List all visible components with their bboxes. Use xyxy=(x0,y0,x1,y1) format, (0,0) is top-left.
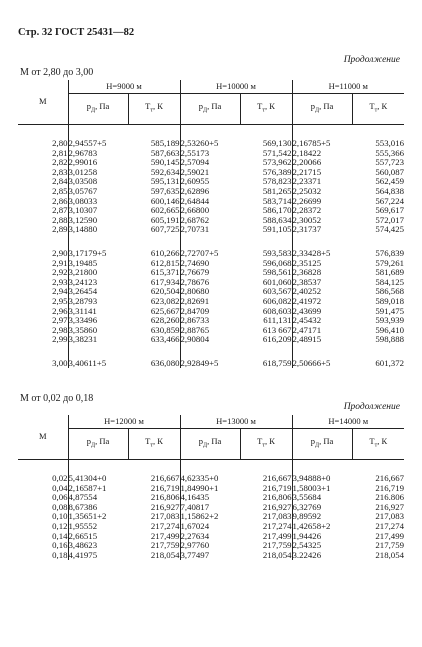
temperature-cell: 573,962 xyxy=(240,158,292,168)
pressure-cell: 2,54325 xyxy=(292,540,322,551)
pressure-cell: 4,41975 xyxy=(68,549,98,560)
temperature-cell: 567,224 xyxy=(375,195,404,206)
page-header: Стр. 32 ГОСТ 25431—82 xyxy=(18,27,135,38)
column-header-temperature: $Т_т$, К xyxy=(128,429,180,460)
pressure-cell: 2,33428+5 xyxy=(292,247,331,258)
pressure-cell: 3,17179+5 xyxy=(68,247,107,258)
pressure-cell: 2,99016 xyxy=(68,157,98,168)
temperature-cell: 612,815 xyxy=(128,259,180,269)
column-header-temperature: $Т_т$, К xyxy=(240,429,292,460)
pressure-cell: 2,16587+1 xyxy=(68,482,107,493)
temperature-cell: 596,068 xyxy=(240,259,292,269)
pressure-cell: 2,80680 xyxy=(180,286,210,297)
column-header-pressure: $р_Д$, Па xyxy=(180,429,240,460)
pressure-cell: 2,47171 xyxy=(292,324,322,335)
pressure-cell: 3,40611+5 xyxy=(68,357,107,368)
pressure-cell: 2,64844 xyxy=(180,195,210,206)
temperature-cell: 601,060 xyxy=(240,278,292,288)
pressure-cell: 3,19485 xyxy=(68,257,98,268)
pressure-cell: 2,55173 xyxy=(180,147,210,158)
column-header-pressure: $р_Д$, Па xyxy=(292,429,352,460)
mach-cell: 0,12 xyxy=(18,522,68,532)
temperature-cell: 598,561 xyxy=(240,268,292,278)
temperature-cell: 217,499 xyxy=(128,532,180,542)
pressure-cell: 2,90804 xyxy=(180,334,210,345)
temperature-cell: 216,806 xyxy=(240,493,292,503)
temperature-cell: 591,475 xyxy=(375,305,404,316)
pressure-cell: 3,08033 xyxy=(68,195,98,206)
temperature-cell: 217,499 xyxy=(240,532,292,542)
pressure-cell: 3,05767 xyxy=(68,185,98,196)
pressure-cell: 2,18422 xyxy=(292,147,322,158)
mach-cell: 2,80 xyxy=(18,139,68,149)
temperature-cell: 607,725 xyxy=(128,225,180,235)
temperature-cell: 216,667 xyxy=(128,474,180,484)
pressure-cell: 4,62335+0 xyxy=(180,473,219,483)
mach-cell: 0,08 xyxy=(18,503,68,513)
temperature-cell: 581,265 xyxy=(240,187,292,197)
mach-cell: 2,87 xyxy=(18,206,68,216)
pressure-cell: 3,48623 xyxy=(68,540,98,551)
pressure-cell: 1,84990+1 xyxy=(180,482,219,493)
continuation-label-1: Продолжение xyxy=(343,55,400,65)
pressure-cell: 2,45432 xyxy=(292,315,322,326)
temperature-cell: 602,665 xyxy=(128,206,180,216)
temperature-cell: 578,823 xyxy=(240,177,292,187)
pressure-cell: 3,01258 xyxy=(68,166,98,177)
table-row xyxy=(18,335,404,345)
altitude-header: H=10000 м xyxy=(180,80,292,94)
temperature-cell: 217,274 xyxy=(240,522,292,532)
mach-cell: 2,94 xyxy=(18,287,68,297)
temperature-cell: 585,189 xyxy=(128,139,180,149)
pressure-cell: 2,97760 xyxy=(180,540,210,551)
temperature-cell: 571,542 xyxy=(240,149,292,159)
pressure-cell: 3,55684 xyxy=(292,492,322,503)
pressure-cell: 2,50666+5 xyxy=(292,357,331,368)
temperature-cell: 217,759 xyxy=(128,541,180,551)
temperature-cell: 218,054 xyxy=(375,549,404,560)
temperature-cell: 572,017 xyxy=(375,214,404,225)
pressure-cell: 2,68762 xyxy=(180,214,210,225)
pressure-cell: 2,48915 xyxy=(292,334,322,345)
temperature-cell: 605,191 xyxy=(128,216,180,226)
pressure-cell: 2,26699 xyxy=(292,195,322,206)
column-header-temperature: $Т_т$, К xyxy=(240,94,292,125)
mach-cell: 0,18 xyxy=(18,551,68,561)
pressure-cell: 1,15862+2 xyxy=(180,511,219,522)
temperature-cell: 584,125 xyxy=(375,276,404,287)
mach-cell: 2,89 xyxy=(18,225,68,235)
temperature-cell: 616,209 xyxy=(240,335,292,345)
pressure-cell: 9,89592 xyxy=(292,511,322,522)
pressure-cell: 2,76679 xyxy=(180,267,210,278)
temperature-cell: 569,130 xyxy=(240,139,292,149)
temperature-cell: 217,759 xyxy=(240,541,292,551)
temperature-cell: 588,634 xyxy=(240,216,292,226)
pressure-cell: 2,70731 xyxy=(180,224,210,235)
column-header-m: M xyxy=(18,415,68,460)
temperature-cell: 569,617 xyxy=(375,205,404,216)
temperature-cell: 218,054 xyxy=(240,551,292,561)
table-row xyxy=(18,225,404,235)
altitude-header: H=11000 м xyxy=(292,80,404,94)
temperature-cell: 613 667 xyxy=(240,326,292,336)
mach-range-1: M от 2,80 до 3,00 xyxy=(20,67,94,78)
pressure-cell: 1,42658+2 xyxy=(292,520,331,531)
column-header-pressure: $р_Д$, Па xyxy=(68,429,128,460)
table-row xyxy=(18,359,404,369)
mach-cell: 2,98 xyxy=(18,326,68,336)
pressure-cell: 3,26454 xyxy=(68,286,98,297)
pressure-cell: 2,23371 xyxy=(292,176,322,187)
temperature-cell: 216,927 xyxy=(240,503,292,513)
pressure-cell: 4,87554 xyxy=(68,492,98,503)
temperature-cell: 597,635 xyxy=(128,187,180,197)
temperature-cell: 216,719 xyxy=(128,484,180,494)
pressure-cell: 2,66800 xyxy=(180,205,210,216)
temperature-cell: 217,083 xyxy=(240,512,292,522)
pressure-cell: 1,95552 xyxy=(68,520,98,531)
temperature-cell: 555,366 xyxy=(375,147,404,158)
temperature-cell: 601,372 xyxy=(375,357,404,368)
mach-cell: 2,95 xyxy=(18,297,68,307)
pressure-cell: 2,72707+5 xyxy=(180,247,219,258)
mach-cell: 2,83 xyxy=(18,168,68,178)
temperature-cell: 583,714 xyxy=(240,197,292,207)
pressure-cell: 3,12590 xyxy=(68,214,98,225)
pressure-cell: 3,31141 xyxy=(68,305,97,316)
gas-parameters-table-2 xyxy=(18,415,404,560)
temperature-cell: 625,667 xyxy=(128,307,180,317)
temperature-cell: 217,274 xyxy=(375,520,404,531)
pressure-cell: 2,82691 xyxy=(180,295,210,306)
temperature-cell: 216.806 xyxy=(375,492,404,503)
pressure-cell: 2,53260+5 xyxy=(180,138,219,148)
gas-parameters-table-1 xyxy=(18,80,404,368)
column-header-temperature: $Т_т$, К xyxy=(128,94,180,125)
pressure-cell: 2,43699 xyxy=(292,305,322,316)
temperature-cell: 217,083 xyxy=(128,512,180,522)
temperature-cell: 593,583 xyxy=(240,249,292,259)
mach-cell: 2,93 xyxy=(18,278,68,288)
mach-cell: 2,81 xyxy=(18,149,68,159)
temperature-cell: 218,054 xyxy=(128,551,180,561)
mach-cell: 2,99 xyxy=(18,335,68,345)
temperature-cell: 576,839 xyxy=(375,247,404,258)
table-row xyxy=(18,551,404,561)
temperature-cell: 610,266 xyxy=(128,249,180,259)
mach-cell: 0,14 xyxy=(18,532,68,542)
mach-cell: 2,85 xyxy=(18,187,68,197)
pressure-cell: 2,94557+5 xyxy=(68,138,107,148)
temperature-cell: 603,567 xyxy=(240,287,292,297)
temperature-cell: 630,859 xyxy=(128,326,180,336)
temperature-cell: 620,504 xyxy=(128,287,180,297)
column-header-temperature: $Т_т$, К xyxy=(352,94,404,125)
mach-cell: 2,88 xyxy=(18,216,68,226)
pressure-cell: 3,24123 xyxy=(68,276,98,287)
temperature-cell: 557,723 xyxy=(375,157,404,168)
temperature-cell: 595,131 xyxy=(128,177,180,187)
mach-cell: 2,82 xyxy=(18,158,68,168)
pressure-cell: 2,60955 xyxy=(180,176,210,187)
pressure-cell: 3,38231 xyxy=(68,334,98,345)
pressure-cell: 2,74690 xyxy=(180,257,210,268)
mach-cell: 2,84 xyxy=(18,177,68,187)
pressure-cell: 2,28372 xyxy=(292,205,322,216)
pressure-cell: 3,77497 xyxy=(180,549,210,560)
temperature-cell: 581,689 xyxy=(375,267,404,278)
temperature-cell: 633,466 xyxy=(128,335,180,345)
temperature-cell: 617,934 xyxy=(128,278,180,288)
pressure-cell: 1,35651+2 xyxy=(68,511,107,522)
column-header-pressure: $р_Д$, Па xyxy=(292,94,352,125)
temperature-cell: 606,082 xyxy=(240,297,292,307)
temperature-cell: 217,499 xyxy=(375,530,404,541)
temperature-cell: 586,568 xyxy=(375,286,404,297)
temperature-cell: 576,389 xyxy=(240,168,292,178)
pressure-cell: 3,28793 xyxy=(68,295,98,306)
temperature-cell: 589,018 xyxy=(375,295,404,306)
pressure-cell: 2,88765 xyxy=(180,324,210,335)
temperature-cell: 615,371 xyxy=(128,268,180,278)
mach-cell: 0,04 xyxy=(18,484,68,494)
temperature-cell: 591,105 xyxy=(240,225,292,235)
temperature-cell: 608,603 xyxy=(240,307,292,317)
temperature-cell: 216,927 xyxy=(375,501,404,512)
temperature-cell: 611,131 xyxy=(240,316,292,326)
mach-cell: 0,06 xyxy=(18,493,68,503)
temperature-cell: 596,410 xyxy=(375,324,404,335)
temperature-cell: 636,080 xyxy=(128,359,180,369)
pressure-cell: 2,66515 xyxy=(68,530,98,541)
column-header-pressure: $р_Д$, Па xyxy=(68,94,128,125)
temperature-cell: 562,459 xyxy=(375,176,404,187)
pressure-cell: 6,32769 xyxy=(292,501,322,512)
continuation-label-2: Продолжение xyxy=(343,402,400,412)
mach-cell: 2,91 xyxy=(18,259,68,269)
temperature-cell: 217,274 xyxy=(128,522,180,532)
pressure-cell: 3,21800 xyxy=(68,267,98,278)
pressure-cell: 2,41972 xyxy=(292,295,322,306)
pressure-cell: 2,16785+5 xyxy=(292,138,331,148)
temperature-cell: 592,634 xyxy=(128,168,180,178)
pressure-cell: 2,30052 xyxy=(292,214,322,225)
temperature-cell: 586,170 xyxy=(240,206,292,216)
pressure-cell: 5,41304+0 xyxy=(68,473,107,483)
mach-cell: 2,92 xyxy=(18,268,68,278)
temperature-cell: 628,260 xyxy=(128,316,180,326)
pressure-cell: 3,35860 xyxy=(68,324,98,335)
temperature-cell: 590,145 xyxy=(128,158,180,168)
pressure-cell: 3,03508 xyxy=(68,176,98,187)
temperature-cell: 216,667 xyxy=(375,473,404,483)
altitude-header: H=13000 м xyxy=(180,415,292,429)
temperature-cell: 217,759 xyxy=(375,540,404,551)
pressure-cell: 2,62896 xyxy=(180,185,210,196)
temperature-cell: 598,888 xyxy=(375,334,404,345)
mach-cell: 2,90 xyxy=(18,249,68,259)
pressure-cell: 2,20066 xyxy=(292,157,322,168)
pressure-cell: 2,78676 xyxy=(180,276,210,287)
pressure-cell: 2,40252 xyxy=(292,286,322,297)
pressure-cell: 2,36828 xyxy=(292,267,322,278)
pressure-cell: 8,67386 xyxy=(68,501,98,512)
mach-cell: 3,00 xyxy=(18,359,68,369)
pressure-cell: 2,38537 xyxy=(292,276,322,287)
mach-cell: 0,02 xyxy=(18,474,68,484)
column-header-pressure: $р_Д$, Па xyxy=(180,94,240,125)
temperature-cell: 574,425 xyxy=(375,224,404,235)
pressure-cell: 2,35125 xyxy=(292,257,322,268)
temperature-cell: 587,663 xyxy=(128,149,180,159)
temperature-cell: 560,087 xyxy=(375,166,404,177)
pressure-cell: 2,92849+5 xyxy=(180,357,219,368)
pressure-cell: 2,84709 xyxy=(180,305,210,316)
pressure-cell: 1,94426 xyxy=(292,530,322,541)
temperature-cell: 593,939 xyxy=(375,315,404,326)
pressure-cell: 2,25032 xyxy=(292,185,322,196)
pressure-cell: 3,14880 xyxy=(68,224,98,235)
mach-range-2: M от 0,02 до 0,18 xyxy=(20,393,94,404)
temperature-cell: 216,806 xyxy=(128,493,180,503)
column-header-m: M xyxy=(18,80,68,125)
temperature-cell: 618,759 xyxy=(240,359,292,369)
temperature-cell: 216,927 xyxy=(128,503,180,513)
temperature-cell: 216,667 xyxy=(240,474,292,484)
temperature-cell: 564,838 xyxy=(375,185,404,196)
pressure-cell: 3,10307 xyxy=(68,205,98,216)
pressure-cell: 2,86733 xyxy=(180,315,210,326)
pressure-cell: 2,57094 xyxy=(180,157,210,168)
altitude-header: H=14000 м xyxy=(292,415,404,429)
mach-cell: 0,16 xyxy=(18,541,68,551)
mach-cell: 0,10 xyxy=(18,512,68,522)
pressure-cell: 1,58003+1 xyxy=(292,482,331,493)
pressure-cell: 3,94888+0 xyxy=(292,473,331,483)
altitude-header: H=9000 м xyxy=(68,80,180,94)
temperature-cell: 553,016 xyxy=(375,138,404,148)
temperature-cell: 600,146 xyxy=(128,197,180,207)
pressure-cell: 2,59021 xyxy=(180,166,210,177)
pressure-cell: 1,67024 xyxy=(180,520,210,531)
pressure-cell: 4,16435 xyxy=(180,492,210,503)
mach-cell: 2,96 xyxy=(18,307,68,317)
temperature-cell: 623,082 xyxy=(128,297,180,307)
temperature-cell: 217,083 xyxy=(375,511,404,522)
temperature-cell: 216,719 xyxy=(240,484,292,494)
mach-cell: 2,97 xyxy=(18,316,68,326)
column-header-temperature: $Т_т$, К xyxy=(352,429,404,460)
mach-cell: 2,86 xyxy=(18,197,68,207)
pressure-cell: 2,27634 xyxy=(180,530,210,541)
pressure-cell: 7,40817 xyxy=(180,501,210,512)
altitude-header: H=12000 м xyxy=(68,415,180,429)
temperature-cell: 579,261 xyxy=(375,257,404,268)
pressure-cell: 2,31737 xyxy=(292,224,322,235)
pressure-cell: 2,96783 xyxy=(68,147,98,158)
pressure-cell: 3.22426 xyxy=(292,549,322,560)
pressure-cell: 2,21715 xyxy=(292,166,322,177)
temperature-cell: 216,719 xyxy=(375,482,404,493)
pressure-cell: 3,33496 xyxy=(68,315,98,326)
